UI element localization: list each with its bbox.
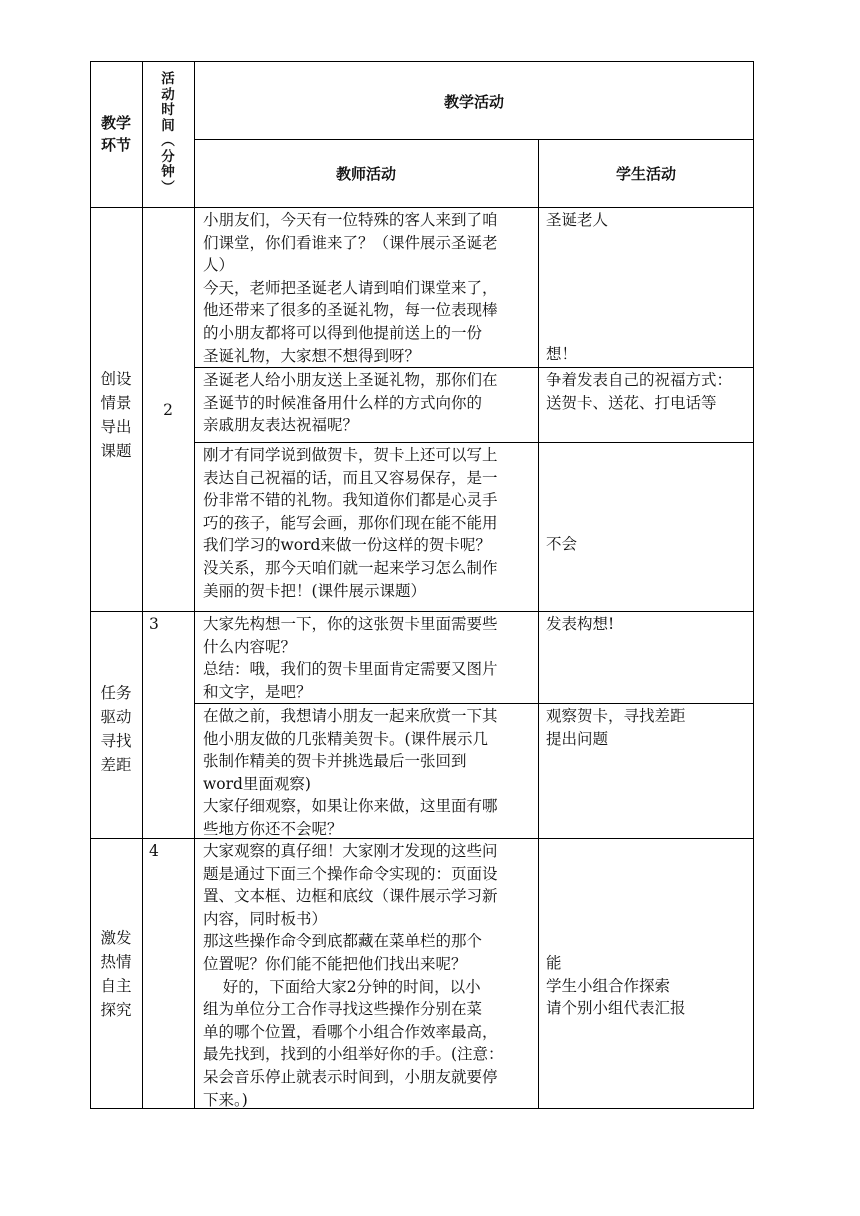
header-activities: 教学活动 bbox=[443, 93, 504, 111]
section-divider bbox=[90, 611, 754, 612]
table-border-top bbox=[90, 61, 754, 62]
header-time: 活 动 时 间 ︵ 分 钟 ︶ bbox=[161, 71, 175, 196]
section-3-row-1-teacher: 大家观察的真仔细！大家刚才发现的这些问 题是通过下面三个操作命令实现的：页面设 置、文本框、边框和底纹（课件展示学习新 内容，同时板书） 那这些操作命令到底都藏在菜单栏的那个 位置呢？你们能不能把他们找出来呢？ 好的，下面给大家2分钟的时间，以小 组为单位分工合作寻找这些操作分别在菜 单的哪个位置，看哪个小组合作效率最高， 最先找到，找到的小组举好你的手。(注意： 呆会音乐停止就表示时间到，小朋友就要停 下来。) bbox=[203, 842, 504, 1109]
row-divider bbox=[194, 442, 754, 443]
section-3-time: 4 bbox=[149, 842, 159, 860]
header-divider bbox=[194, 139, 754, 140]
section-1-row-3-student: 不会 bbox=[546, 535, 578, 553]
header-stage: 教学 环节 bbox=[100, 114, 131, 154]
col-divider bbox=[142, 61, 143, 1109]
section-3-row-1-student: 能 学生小组合作探索 请个别小组代表汇报 bbox=[546, 954, 686, 1018]
section-2-row-2-student: 观察贺卡，寻找差距 提出问题 bbox=[546, 707, 686, 748]
section-3-stage: 激发 热情 自主 探究 bbox=[100, 929, 132, 1019]
section-2-time: 3 bbox=[149, 615, 159, 633]
section-1-stage: 创设 情景 导出 课题 bbox=[100, 370, 132, 460]
section-2-stage: 任务 驱动 寻找 差距 bbox=[100, 684, 132, 774]
section-1-time: 2 bbox=[163, 401, 173, 419]
header-bottom bbox=[90, 207, 754, 208]
header-student: 学生活动 bbox=[615, 165, 676, 183]
section-1-row-2-student: 争着发表自己的祝福方式： 送贺卡、送花、打电话等 bbox=[546, 371, 733, 412]
section-1-row-1-student: 圣诞老人 bbox=[546, 211, 609, 229]
section-2-row-1-teacher: 大家先构想一下，你的这张贺卡里面需要些 什么内容呢？ 总结：哦，我们的贺卡里面肯定需要又图片 和文字，是吧？ bbox=[203, 615, 498, 701]
col-divider bbox=[194, 61, 195, 1109]
section-1-row-2-teacher: 圣诞老人给小朋友送上圣诞礼物，那你们在 圣诞节的时候准备用什么样的方式向你的 亲戚朋友表达祝福呢？ bbox=[203, 371, 498, 435]
col-divider bbox=[538, 139, 539, 1109]
section-1-row-3-teacher: 刚才有同学说到做贺卡，贺卡上还可以写上 表达自己祝福的话，而且又容易保存，是一 份非常不错的礼物。我知道你们都是心灵手 巧的孩子，能写会画，那你们现在能不能用 我们学习的word来做一份这样的贺卡呢？ 没关系，那今天咱们就一起来学习怎么制作 美丽的贺卡把！(课件展示课题） bbox=[203, 446, 498, 600]
section-2-row-2-teacher: 在做之前，我想请小朋友一起来欣赏一下其 他小朋友做的几张精美贺卡。(课件展示几 张制作精美的贺卡并挑选最后一张回到 word里面观察) 大家仔细观察，如果让你来做，这里面有哪 些地方你还不会呢？ bbox=[203, 707, 498, 838]
section-1-row-1-teacher: 小朋友们，今天有一位特殊的客人来到了咱 们课堂，你们看谁来了？（课件展示圣诞老 人） 今天，老师把圣诞老人请到咱们课堂来了， 他还带来了很多的圣诞礼物，每一位表现棒 的小朋友都将可以得到他提前送上的一份 圣诞礼物，大家想不想得到呀？ bbox=[203, 211, 498, 365]
table-border-right bbox=[753, 61, 754, 1109]
section-1-row-1-student-answer: 想！ bbox=[546, 345, 578, 363]
header-teacher: 教师活动 bbox=[335, 165, 396, 183]
section-2-row-1-student: 发表构想! bbox=[546, 615, 615, 633]
